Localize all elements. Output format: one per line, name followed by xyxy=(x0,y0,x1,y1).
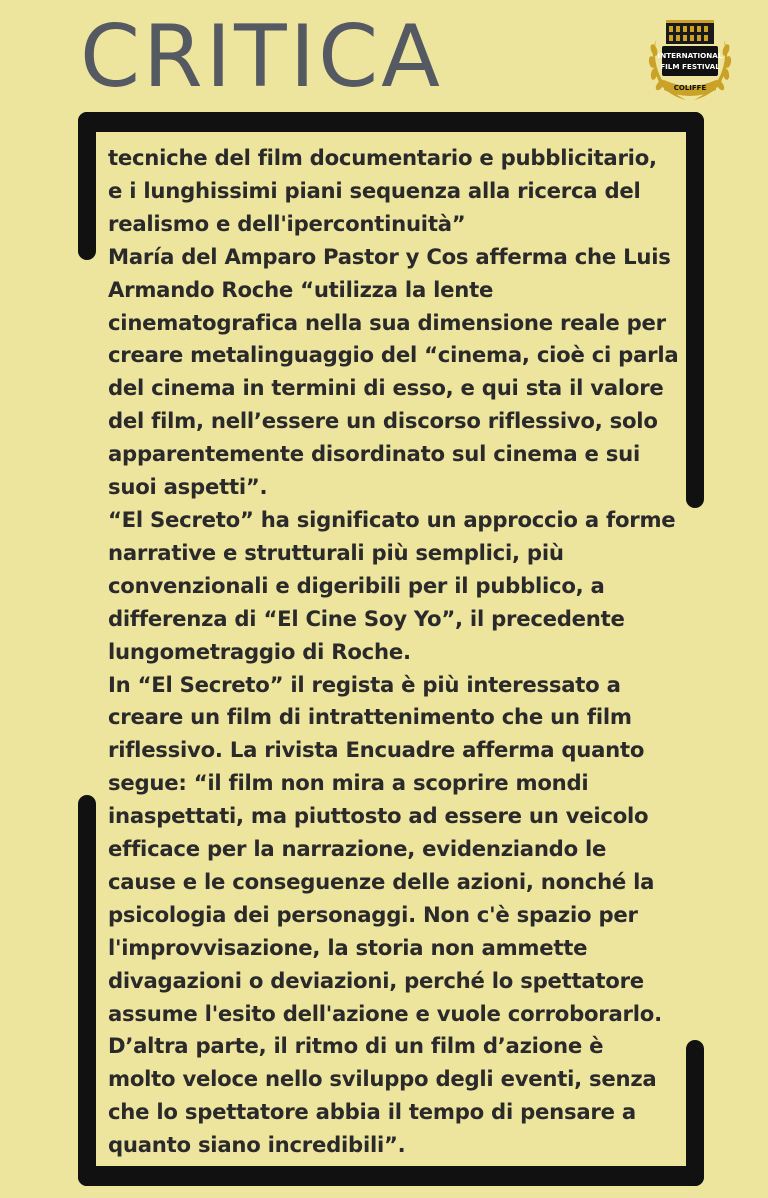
text-line: quanto siano incredibili”. xyxy=(108,1132,406,1158)
page-title: CRITICA xyxy=(80,7,443,107)
frame-bottom-bar xyxy=(78,1166,704,1186)
frame-left-bottom-bar xyxy=(78,795,96,1186)
text-line: narrative e strutturali più semplici, più xyxy=(108,539,564,565)
text-line: psicologia dei personaggi. Non c'è spazio per xyxy=(108,901,638,927)
text-line: realismo e dell'ipercontinuità” xyxy=(108,210,466,236)
text-line: del film, nell’essere un discorso riflessivo, solo xyxy=(108,408,658,434)
text-line: del cinema in termini di esso, e qui sta il valore xyxy=(108,375,664,401)
text-line: segue: “il film non mira a scoprire mondi xyxy=(108,770,589,796)
critique-text xyxy=(108,142,708,1162)
text-line: creare metalinguaggio del “cinema, cioè ci parla xyxy=(108,342,679,368)
text-line: Armando Roche “utilizza la lente xyxy=(108,276,494,302)
logo-line-2: FILM FESTIVAL xyxy=(660,62,720,71)
text-line: assume l'esito dell'azione e vuole corroborarlo. xyxy=(108,1000,662,1026)
text-line: e i lunghissimi piani sequenza alla ricerca del xyxy=(108,177,641,203)
frame-left-top-bar xyxy=(78,112,96,260)
text-line: riflessivo. La rivista Encuadre afferma quanto xyxy=(108,737,645,763)
logo-line-3: COLIFFE xyxy=(673,84,707,92)
text-line: tecniche del film documentario e pubblicitario, xyxy=(108,145,657,170)
text-line: D’altra parte, il ritmo di un film d’azione è xyxy=(108,1033,604,1059)
frame-top-bar xyxy=(78,112,704,132)
text-line: che lo spettatore abbia il tempo di pensare a xyxy=(108,1099,636,1125)
text-line: In “El Secreto” il regista è più interessato a xyxy=(108,671,621,697)
logo-line-1: INTERNATIONAL xyxy=(657,51,723,60)
text-line: apparentemente disordinato sul cinema e sui xyxy=(108,441,640,467)
text-line: differenza di “El Cine Soy Yo”, il precedente xyxy=(108,605,625,631)
text-line: divagazioni o deviazioni, perché lo spettatore xyxy=(108,967,644,993)
text-line: cause e le conseguenze delle azioni, nonché la xyxy=(108,868,655,894)
text-line: suoi aspetti”. xyxy=(108,474,268,500)
text-line: l'improvvisazione, la storia non ammette xyxy=(108,934,588,960)
text-line: María del Amparo Pastor y Cos afferma che Luis xyxy=(108,243,671,269)
text-line: “El Secreto” ha significato un approccio a forme xyxy=(108,506,676,532)
text-line: lungometraggio di Roche. xyxy=(108,638,411,664)
text-line: convenzionali e digeribili per il pubblico, a xyxy=(108,572,605,598)
text-line: cinematografica nella sua dimensione reale per xyxy=(108,309,666,335)
text-line: molto veloce nello sviluppo degli eventi, senza xyxy=(108,1066,657,1092)
text-line: creare un film di intrattenimento che un film xyxy=(108,704,632,730)
text-line: efficace per la narrazione, evidenziando le xyxy=(108,836,607,862)
text-line: inaspettati, ma piuttosto ad essere un veicolo xyxy=(108,803,649,829)
festival-logo xyxy=(642,10,738,106)
colosseum-icon xyxy=(666,20,714,44)
